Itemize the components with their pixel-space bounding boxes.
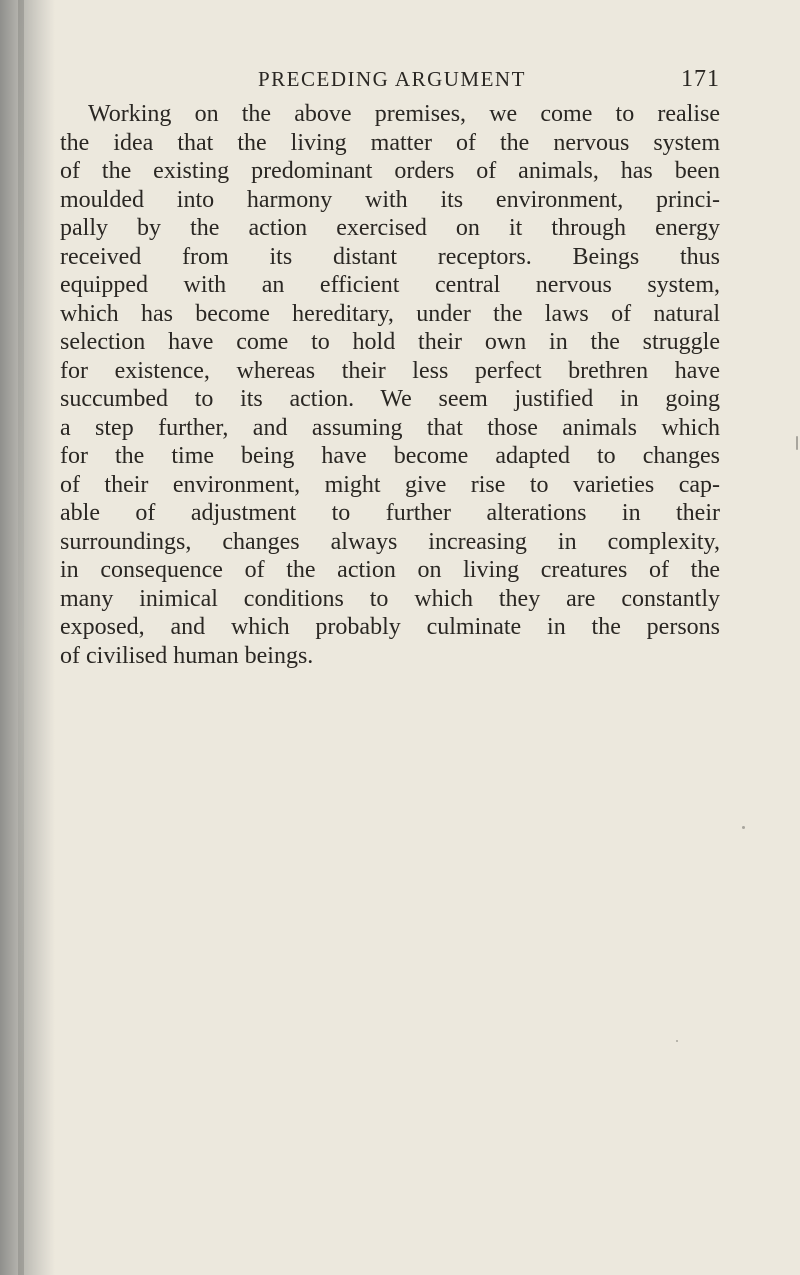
text-line: many inimical conditions to which they are constantly xyxy=(60,585,720,612)
text-line: surroundings, changes always increasing in complexity, xyxy=(60,528,720,555)
running-header xyxy=(258,64,720,94)
text-line: a step further, and assuming that those animals which xyxy=(60,414,720,441)
running-header-title: PRECEDING ARGUMENT xyxy=(258,67,526,91)
text-line: pally by the action exercised on it through energy xyxy=(60,215,720,241)
page-gutter-streak xyxy=(18,0,24,1275)
text-line: the idea that the living matter of the nervous system xyxy=(60,129,720,156)
page-gutter-shadow xyxy=(0,0,55,1275)
text-line: equipped with an efficient central nervous system, xyxy=(60,272,720,298)
text-line: for the time being have become adapted to changes xyxy=(60,443,720,469)
text-line: which has become hereditary, under the laws of natural xyxy=(60,300,720,327)
text-line: able of adjustment to further alterations in their xyxy=(60,500,720,526)
text-line: succumbed to its action. We seem justified in going xyxy=(60,386,720,412)
text-line: Working on the above premises, we come to realise xyxy=(88,101,720,127)
paper-speck xyxy=(796,436,798,450)
paper-speck xyxy=(676,1040,678,1042)
body-paragraph xyxy=(60,100,720,670)
text-line: for existence, whereas their less perfect brethren have xyxy=(60,357,720,384)
page-number: 171 xyxy=(681,66,720,92)
text-line: selection have come to hold their own in the struggle xyxy=(60,329,720,355)
text-line: received from its distant receptors. Beings thus xyxy=(60,243,720,270)
text-line: exposed, and which probably culminate in the persons xyxy=(60,614,720,640)
text-line: of their environment, might give rise to varieties cap- xyxy=(60,471,720,498)
text-line: of the existing predominant orders of animals, has been xyxy=(60,158,720,184)
text-line: moulded into harmony with its environment, princi- xyxy=(60,186,720,213)
paper-speck xyxy=(742,826,745,829)
text-line: of civilised human beings. xyxy=(60,642,314,669)
text-line: in consequence of the action on living creatures of the xyxy=(60,557,720,583)
